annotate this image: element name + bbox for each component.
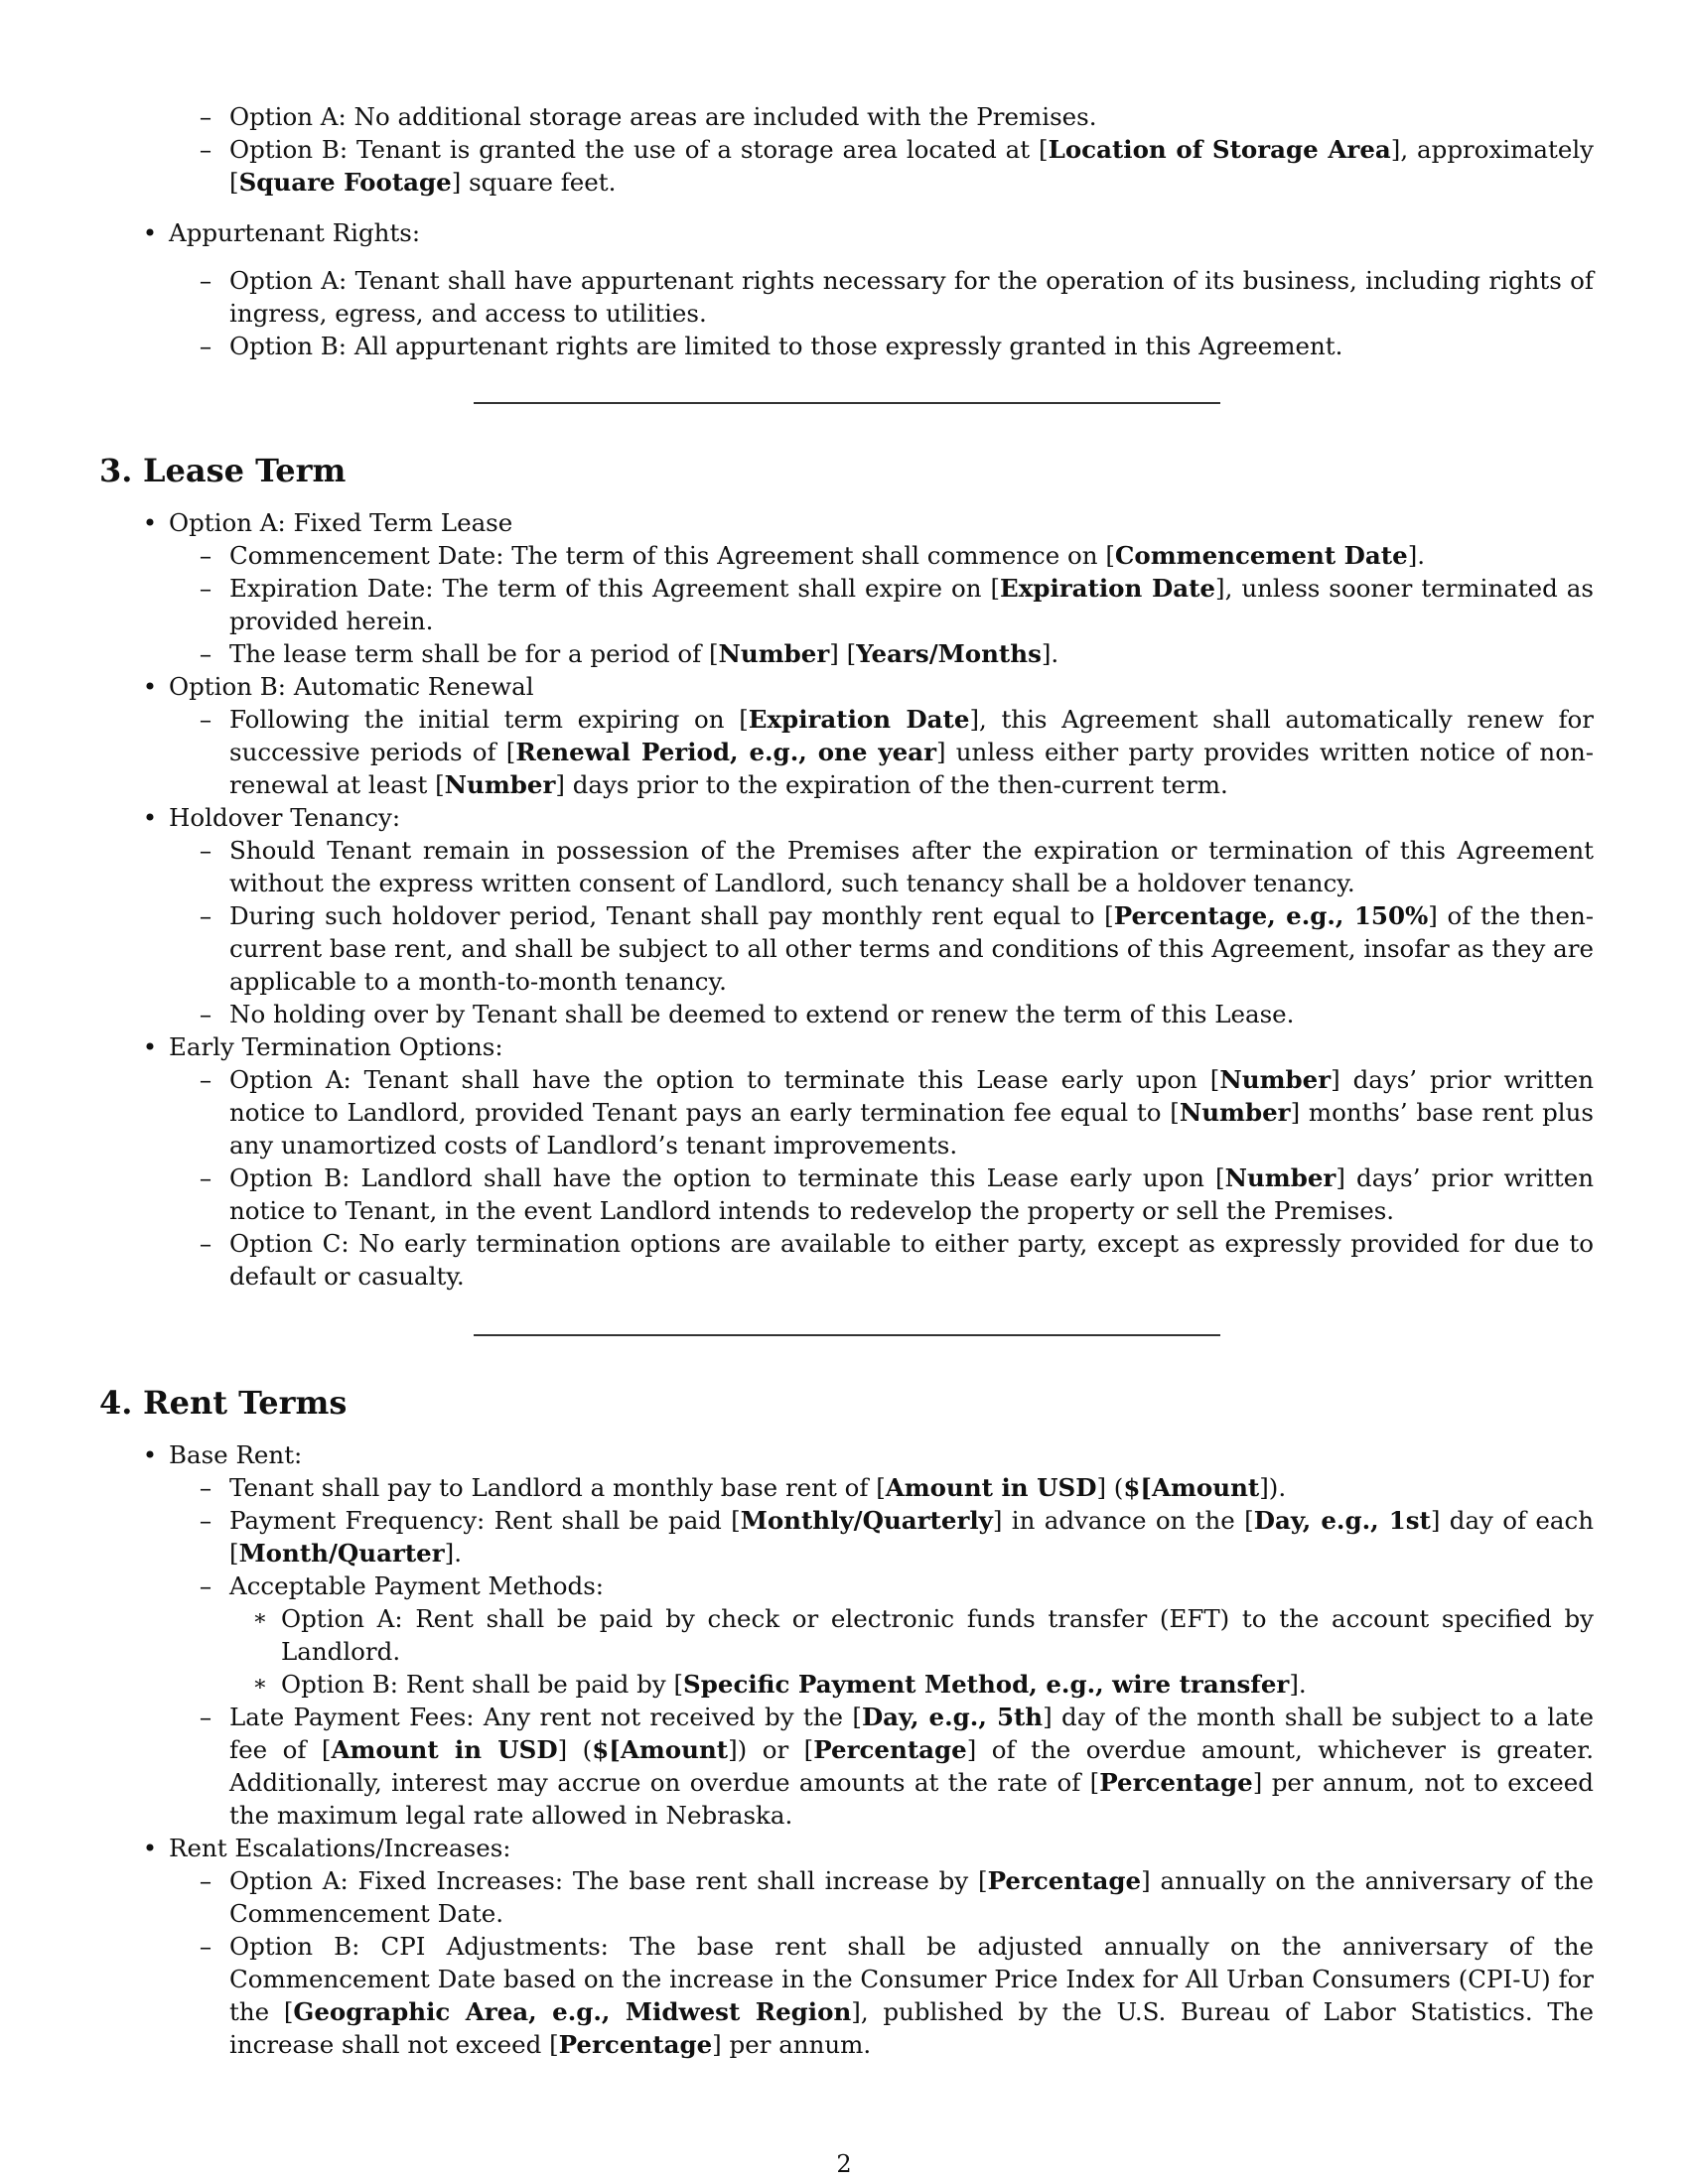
renewal-label: Option B: Automatic Renewal xyxy=(169,672,534,701)
dash-marker: – xyxy=(199,1571,212,1600)
list-item xyxy=(169,998,1594,1030)
list-item xyxy=(169,1570,1594,1701)
early-option-c: Option C: No early termination options are available to either party, except as expressly provided for due to default or casualty. xyxy=(229,1229,1594,1291)
bullet-marker: • xyxy=(142,803,158,832)
list-item xyxy=(169,1227,1594,1293)
dash-marker: – xyxy=(199,1506,212,1535)
renewal-item: Following the initial term expiring on [Expiration Date], this Agreement shall automatically renew for successive periods of [Renewal Period, e.g., one year] unless either party provides written notice of non-renewal at least [Number] days prior to the expiration of the then-current term. xyxy=(229,705,1595,799)
fixed-term-label: Option A: Fixed Term Lease xyxy=(169,508,513,537)
bullet-marker: • xyxy=(142,1032,158,1061)
list-item xyxy=(169,572,1594,637)
list-item xyxy=(229,1602,1594,1668)
dash-marker: – xyxy=(199,639,212,668)
bullet-marker: • xyxy=(142,508,158,537)
section-divider xyxy=(474,1334,1220,1336)
holdover-item-2: During such holdover period, Tenant shall pay monthly rent equal to [Percentage, e.g., 150%] of the then-current base rent, and shall be subject to all other terms and conditions of this Agreement, insofar as they are applicable to a month-to-month tenancy. xyxy=(229,901,1595,996)
list-item xyxy=(169,1063,1594,1161)
dash-marker: – xyxy=(199,102,212,131)
escalation-option-b: Option B: CPI Adjustments: The base rent shall be adjusted annually on the anniversary of the Commencement Date based on the increase in the Consumer Price Index for All Urban Consumers (CPI-U) for the [Geographic Area, e.g., Midwest Region], published by the U.S. Bureau of Labor Statistics. The increase shall not exceed [Percentage] per annum. xyxy=(229,1932,1594,2059)
list-item xyxy=(229,1668,1594,1701)
dash-marker: – xyxy=(199,1703,212,1731)
dash-marker: – xyxy=(199,1229,212,1258)
list-item xyxy=(169,330,1594,362)
section-4-body xyxy=(99,1438,1594,2061)
list-item xyxy=(169,264,1594,330)
dash-marker: – xyxy=(199,266,212,295)
list-item xyxy=(99,1832,1594,2061)
list-item xyxy=(99,506,1594,670)
holdover-label: Holdover Tenancy: xyxy=(169,803,401,832)
dash-marker: – xyxy=(199,1866,212,1895)
list-item xyxy=(169,539,1594,572)
escalation-label: Rent Escalations/Increases: xyxy=(169,1834,511,1862)
base-rent-amount: Tenant shall pay to Landlord a monthly base rent of [Amount in USD] ($[Amount]). xyxy=(229,1473,1287,1502)
dash-marker: – xyxy=(199,1000,212,1028)
bullet-marker: • xyxy=(142,1440,158,1469)
commencement-date-item: Commencement Date: The term of this Agreement shall commence on [Commencement Date]. xyxy=(229,541,1426,570)
appurtenant-option-b: Option B: All appurtenant rights are limited to those expressly granted in this Agreement. xyxy=(229,332,1343,360)
section-divider xyxy=(474,402,1220,404)
list-item xyxy=(99,801,1594,1030)
section-3-body xyxy=(99,506,1594,1293)
dash-marker: – xyxy=(199,1473,212,1502)
dash-marker: – xyxy=(199,1065,212,1094)
page-number: 2 xyxy=(836,2150,852,2178)
section-3-heading: 3. Lease Term xyxy=(99,452,347,489)
appurtenant-label: Appurtenant Rights: xyxy=(169,218,421,247)
dash-marker: – xyxy=(199,901,212,930)
list-item xyxy=(169,100,1594,133)
dash-marker: – xyxy=(199,1932,212,1961)
holdover-item-3: No holding over by Tenant shall be deemed to extend or renew the term of this Lease. xyxy=(229,1000,1295,1028)
dash-marker: – xyxy=(199,332,212,360)
list-item xyxy=(169,133,1594,199)
payment-method-a: Option A: Rent shall be paid by check or electronic funds transfer (EFT) to the account specified by Landlord. xyxy=(281,1604,1594,1666)
holdover-item-1: Should Tenant remain in possession of the Premises after the expiration or termination of this Agreement without the express written consent of Landlord, such tenancy shall be a holdover tenancy. xyxy=(229,836,1594,897)
list-item xyxy=(169,1930,1594,2061)
list-item xyxy=(169,1471,1594,1504)
dash-marker: – xyxy=(199,541,212,570)
storage-continuation xyxy=(99,100,1594,199)
list-item xyxy=(169,703,1594,801)
asterisk-marker: ∗ xyxy=(252,1672,268,1697)
payment-frequency: Payment Frequency: Rent shall be paid [Monthly/Quarterly] in advance on the [Day, e.g., 1st] day of each [Month/Quarter]. xyxy=(229,1506,1594,1568)
dash-marker: – xyxy=(199,574,212,603)
late-payment-fees: Late Payment Fees: Any rent not received by the [Day, e.g., 5th] day of the month shall be subject to a late fee of [Amount in USD] ($[Amount]) or [Percentage] of the overdue amount, whichever is greater. Additionally, interest may accrue on overdue amounts at the rate of [Percentage] per annum, not to exceed the maximum legal rate allowed in Nebraska. xyxy=(229,1703,1594,1830)
appurtenant-rights xyxy=(99,216,1594,362)
early-termination-label: Early Termination Options: xyxy=(169,1032,503,1061)
dash-marker: – xyxy=(199,135,212,164)
lease-period-item: The lease term shall be for a period of [Number] [Years/Months]. xyxy=(229,639,1059,668)
payment-methods-label: Acceptable Payment Methods: xyxy=(229,1571,605,1600)
dash-marker: – xyxy=(199,1163,212,1192)
list-item xyxy=(169,834,1594,899)
expiration-date-item: Expiration Date: The term of this Agreement shall expire on [Expiration Date], unless sooner terminated as provided herein. xyxy=(229,574,1594,635)
asterisk-marker: ∗ xyxy=(252,1606,268,1631)
payment-method-b: Option B: Rent shall be paid by [Specific Payment Method, e.g., wire transfer]. xyxy=(281,1670,1307,1699)
bullet-marker: • xyxy=(142,1834,158,1862)
early-option-b: Option B: Landlord shall have the option to terminate this Lease early upon [Number] days’ prior written notice to Tenant, in the event Landlord intends to redevelop the property or sell the Premises. xyxy=(229,1163,1594,1225)
bullet-marker: • xyxy=(142,672,158,701)
list-item xyxy=(169,899,1594,998)
base-rent-label: Base Rent: xyxy=(169,1440,303,1469)
list-item xyxy=(99,670,1594,801)
bullet-marker: • xyxy=(142,218,158,247)
list-item xyxy=(99,1030,1594,1293)
list-item xyxy=(169,1504,1594,1570)
early-option-a: Option A: Tenant shall have the option to terminate this Lease early upon [Number] days’ prior written notice to Landlord, provided Tenant pays an early termination fee equal to [Number] months’ base rent plus any unamortized costs of Landlord’s tenant improvements. xyxy=(229,1065,1595,1160)
storage-option-b: Option B: Tenant is granted the use of a storage area located at [Location of Storage Area], approximately [Square Footage] square feet. xyxy=(229,135,1594,197)
escalation-option-a: Option A: Fixed Increases: The base rent shall increase by [Percentage] annually on the anniversary of the Commencement Date. xyxy=(229,1866,1594,1928)
list-item xyxy=(99,216,1594,362)
appurtenant-option-a: Option A: Tenant shall have appurtenant rights necessary for the operation of its business, including rights of ingress, egress, and access to utilities. xyxy=(229,266,1594,328)
section-4-heading: 4. Rent Terms xyxy=(99,1384,348,1422)
list-item xyxy=(169,1161,1594,1227)
dash-marker: – xyxy=(199,705,212,734)
dash-marker: – xyxy=(199,836,212,865)
storage-option-a: Option A: No additional storage areas are included with the Premises. xyxy=(229,102,1097,131)
list-item xyxy=(99,1438,1594,1832)
list-item xyxy=(169,1701,1594,1832)
list-item xyxy=(169,1864,1594,1930)
list-item xyxy=(169,637,1594,670)
